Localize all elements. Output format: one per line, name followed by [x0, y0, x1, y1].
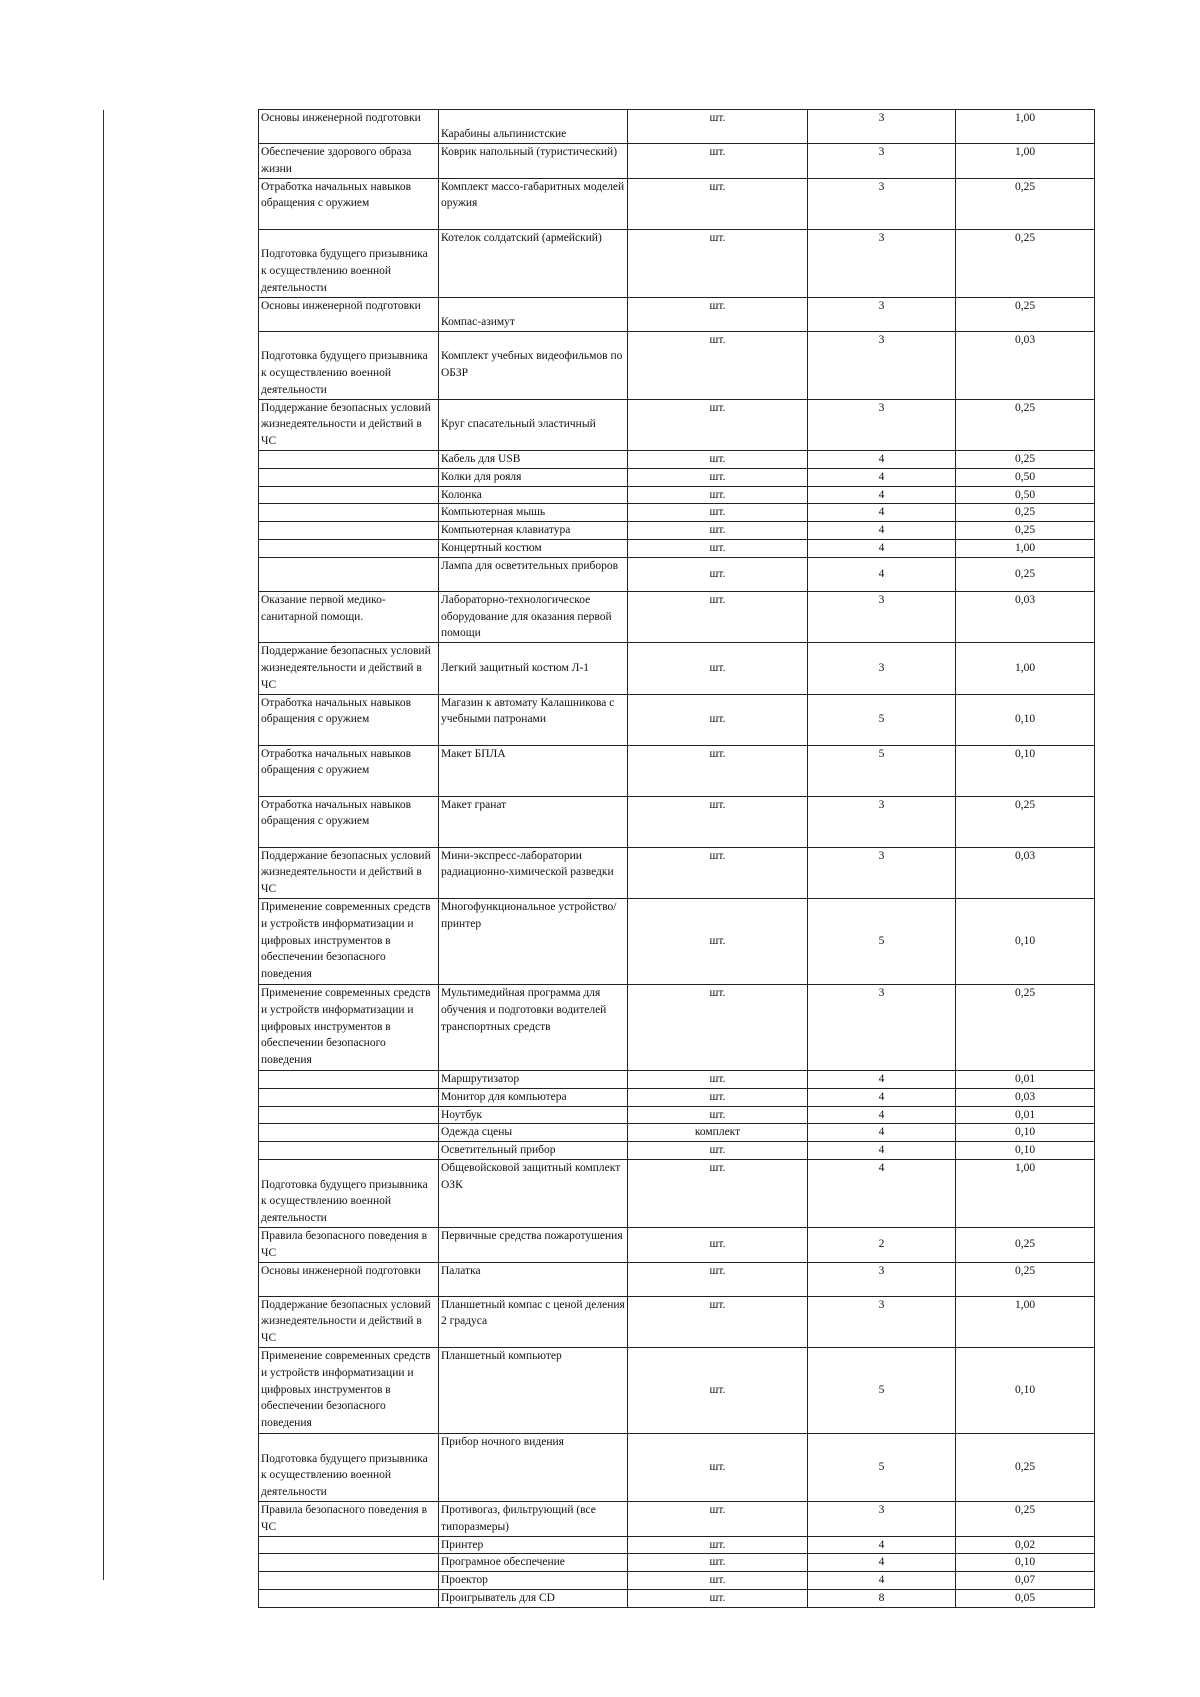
item-name-cell: Компас-азимут	[439, 297, 628, 331]
unit-cell: шт.	[628, 450, 808, 468]
unit-cell: шт.	[628, 1347, 808, 1433]
table-row	[259, 486, 1095, 504]
level-cell: 3	[808, 144, 956, 179]
table-row	[259, 1070, 1095, 1088]
item-name-cell: Концертный костюм	[439, 539, 628, 557]
level-cell: 5	[808, 1433, 956, 1501]
table-row	[259, 557, 1095, 591]
coefficient-cell: 0,01	[956, 1106, 1095, 1124]
coefficient-cell: 0,50	[956, 468, 1095, 486]
coefficient-cell: 0,07	[956, 1572, 1095, 1590]
coefficient-cell: 0,25	[956, 229, 1095, 297]
level-cell: 8	[808, 1589, 956, 1607]
coefficient-cell: 0,03	[956, 591, 1095, 642]
level-cell: 3	[808, 331, 956, 399]
module-cell	[259, 504, 439, 522]
module-cell: Отработка начальных навыков обращения с оружием	[259, 178, 439, 229]
module-cell	[259, 557, 439, 591]
item-name-cell: Комплект массо-габаритных моделей оружия	[439, 178, 628, 229]
table-row	[259, 1501, 1095, 1536]
unit-cell: шт.	[628, 1106, 808, 1124]
table-row	[259, 229, 1095, 297]
level-cell: 4	[808, 1572, 956, 1590]
level-cell: 4	[808, 486, 956, 504]
module-cell: Подготовка будущего призывника к осуществлению военной деятельности	[259, 1159, 439, 1227]
module-cell	[259, 1554, 439, 1572]
coefficient-cell: 1,00	[956, 643, 1095, 694]
item-name-cell: Палатка	[439, 1262, 628, 1296]
module-cell	[259, 1142, 439, 1160]
item-name-cell: Прибор ночного видения	[439, 1433, 628, 1501]
level-cell: 5	[808, 898, 956, 984]
coefficient-cell: 0,50	[956, 486, 1095, 504]
unit-cell: шт.	[628, 591, 808, 642]
equipment-table	[258, 109, 1095, 1608]
level-cell: 3	[808, 1262, 956, 1296]
coefficient-cell: 0,10	[956, 898, 1095, 984]
level-cell: 3	[808, 229, 956, 297]
level-cell: 3	[808, 297, 956, 331]
unit-cell: шт.	[628, 1433, 808, 1501]
module-cell: Отработка начальных навыков обращения с оружием	[259, 745, 439, 796]
coefficient-cell: 0,01	[956, 1070, 1095, 1088]
table-row	[259, 178, 1095, 229]
item-name-cell: Первичные средства пожаротушения	[439, 1227, 628, 1262]
module-cell: Подготовка будущего призывника к осуществлению военной деятельности	[259, 331, 439, 399]
coefficient-cell: 0,02	[956, 1536, 1095, 1554]
unit-cell: шт.	[628, 984, 808, 1070]
module-cell: Оказание первой медико-санитарной помощи.	[259, 591, 439, 642]
coefficient-cell: 0,25	[956, 504, 1095, 522]
item-name-cell: Ноутбук	[439, 1106, 628, 1124]
level-cell: 3	[808, 1501, 956, 1536]
unit-cell: шт.	[628, 1536, 808, 1554]
item-name-cell: Комплект учебных видеофильмов по ОБЗР	[439, 331, 628, 399]
unit-cell: шт.	[628, 557, 808, 591]
module-cell: Подготовка будущего призывника к осуществлению военной деятельности	[259, 1433, 439, 1501]
table-row	[259, 110, 1095, 144]
unit-cell: шт.	[628, 178, 808, 229]
unit-cell: шт.	[628, 539, 808, 557]
item-name-cell: Компьютерная клавиатура	[439, 522, 628, 540]
table-row	[259, 694, 1095, 745]
coefficient-cell: 0,25	[956, 178, 1095, 229]
coefficient-cell: 0,25	[956, 796, 1095, 847]
coefficient-cell: 1,00	[956, 1159, 1095, 1227]
coefficient-cell: 0,25	[956, 1227, 1095, 1262]
table-row	[259, 297, 1095, 331]
level-cell: 4	[808, 557, 956, 591]
unit-cell: шт.	[628, 1501, 808, 1536]
module-cell: Правила безопасного поведения в ЧС	[259, 1501, 439, 1536]
module-cell: Применение современных средств и устройств информатизации и цифровых инструментов в обеспечении безопасного поведения	[259, 1347, 439, 1433]
level-cell: 5	[808, 694, 956, 745]
table-row	[259, 1572, 1095, 1590]
item-name-cell: Противогаз, фильтрующий (все типоразмеры)	[439, 1501, 628, 1536]
item-name-cell: Макет гранат	[439, 796, 628, 847]
module-cell: Обеспечение здорового образа жизни	[259, 144, 439, 179]
level-cell: 3	[808, 399, 956, 450]
coefficient-cell: 0,10	[956, 1347, 1095, 1433]
coefficient-cell: 0,25	[956, 1262, 1095, 1296]
module-cell: Применение современных средств и устройств информатизации и цифровых инструментов в обеспечении безопасного поведения	[259, 898, 439, 984]
module-cell	[259, 1572, 439, 1590]
unit-cell: шт.	[628, 1227, 808, 1262]
module-cell: Отработка начальных навыков обращения с оружием	[259, 796, 439, 847]
table-row	[259, 144, 1095, 179]
table-row	[259, 984, 1095, 1070]
item-name-cell: Макет БПЛА	[439, 745, 628, 796]
item-name-cell: Лабораторно-технологическое оборудование для оказания первой помощи	[439, 591, 628, 642]
coefficient-cell: 0,10	[956, 694, 1095, 745]
module-cell: Отработка начальных навыков обращения с оружием	[259, 694, 439, 745]
module-cell	[259, 1070, 439, 1088]
module-cell: Поддержание безопасных условий жизнедеятельности и действий в ЧС	[259, 847, 439, 898]
unit-cell: шт.	[628, 745, 808, 796]
unit-cell: шт.	[628, 504, 808, 522]
level-cell: 3	[808, 591, 956, 642]
table-row	[259, 1589, 1095, 1607]
level-cell: 4	[808, 1106, 956, 1124]
coefficient-cell: 0,03	[956, 1088, 1095, 1106]
table-row	[259, 1262, 1095, 1296]
module-cell	[259, 522, 439, 540]
item-name-cell: Круг спасательный эластичный	[439, 399, 628, 450]
unit-cell: шт.	[628, 399, 808, 450]
unit-cell: шт.	[628, 522, 808, 540]
item-name-cell: Планшетный компас с ценой деления 2 градуса	[439, 1296, 628, 1347]
level-cell: 4	[808, 1124, 956, 1142]
table-row	[259, 539, 1095, 557]
level-cell: 3	[808, 178, 956, 229]
item-name-cell: Принтер	[439, 1536, 628, 1554]
coefficient-cell: 0,25	[956, 557, 1095, 591]
level-cell: 4	[808, 468, 956, 486]
unit-cell: шт.	[628, 1088, 808, 1106]
item-name-cell: Мини-экспресс-лаборатории радиационно-химической разведки	[439, 847, 628, 898]
level-cell: 4	[808, 1536, 956, 1554]
table-row	[259, 1124, 1095, 1142]
module-cell	[259, 468, 439, 486]
page-margin-line	[103, 110, 104, 1580]
item-name-cell: Маршрутизатор	[439, 1070, 628, 1088]
item-name-cell: Коврик напольный (туристический)	[439, 144, 628, 179]
unit-cell: шт.	[628, 468, 808, 486]
table-row	[259, 468, 1095, 486]
item-name-cell: Програмное обеспечение	[439, 1554, 628, 1572]
coefficient-cell: 1,00	[956, 144, 1095, 179]
unit-cell: шт.	[628, 694, 808, 745]
table-row	[259, 1142, 1095, 1160]
table-row	[259, 1536, 1095, 1554]
item-name-cell: Мультимедийная программа для обучения и подготовки водителей транспортных средств	[439, 984, 628, 1070]
table-row	[259, 1227, 1095, 1262]
coefficient-cell: 0,25	[956, 1433, 1095, 1501]
level-cell: 5	[808, 745, 956, 796]
level-cell: 3	[808, 847, 956, 898]
module-cell	[259, 1536, 439, 1554]
level-cell: 4	[808, 504, 956, 522]
unit-cell: шт.	[628, 1589, 808, 1607]
coefficient-cell: 0,10	[956, 1124, 1095, 1142]
table-row	[259, 504, 1095, 522]
level-cell: 3	[808, 643, 956, 694]
level-cell: 4	[808, 1159, 956, 1227]
module-cell	[259, 450, 439, 468]
table-row	[259, 450, 1095, 468]
table-row	[259, 1433, 1095, 1501]
item-name-cell: Проигрыватель для CD	[439, 1589, 628, 1607]
unit-cell: шт.	[628, 110, 808, 144]
level-cell: 4	[808, 1070, 956, 1088]
level-cell: 4	[808, 1142, 956, 1160]
level-cell: 3	[808, 796, 956, 847]
unit-cell: шт.	[628, 1142, 808, 1160]
table-row	[259, 1296, 1095, 1347]
item-name-cell: Планшетный компьютер	[439, 1347, 628, 1433]
module-cell	[259, 486, 439, 504]
item-name-cell: Легкий защитный костюм Л-1	[439, 643, 628, 694]
module-cell: Основы инженерной подготовки	[259, 110, 439, 144]
unit-cell: шт.	[628, 331, 808, 399]
level-cell: 5	[808, 1347, 956, 1433]
unit-cell: шт.	[628, 796, 808, 847]
coefficient-cell: 0,10	[956, 1142, 1095, 1160]
module-cell: Поддержание безопасных условий жизнедеятельности и действий в ЧС	[259, 643, 439, 694]
unit-cell: шт.	[628, 1554, 808, 1572]
equipment-table-body	[259, 110, 1095, 1608]
coefficient-cell: 0,10	[956, 1554, 1095, 1572]
unit-cell: шт.	[628, 1572, 808, 1590]
unit-cell: шт.	[628, 1159, 808, 1227]
module-cell: Основы инженерной подготовки	[259, 1262, 439, 1296]
item-name-cell: Колки для рояля	[439, 468, 628, 486]
unit-cell: шт.	[628, 1262, 808, 1296]
module-cell	[259, 1124, 439, 1142]
coefficient-cell: 0,05	[956, 1589, 1095, 1607]
level-cell: 3	[808, 1296, 956, 1347]
item-name-cell: Кабель для USB	[439, 450, 628, 468]
unit-cell: шт.	[628, 898, 808, 984]
item-name-cell: Колонка	[439, 486, 628, 504]
level-cell: 2	[808, 1227, 956, 1262]
unit-cell: шт.	[628, 486, 808, 504]
coefficient-cell: 0,03	[956, 331, 1095, 399]
coefficient-cell: 0,25	[956, 984, 1095, 1070]
table-row	[259, 796, 1095, 847]
unit-cell: комплект	[628, 1124, 808, 1142]
module-cell	[259, 539, 439, 557]
coefficient-cell: 0,25	[956, 399, 1095, 450]
table-row	[259, 898, 1095, 984]
coefficient-cell: 0,03	[956, 847, 1095, 898]
table-row	[259, 522, 1095, 540]
coefficient-cell: 1,00	[956, 1296, 1095, 1347]
module-cell: Основы инженерной подготовки	[259, 297, 439, 331]
level-cell: 4	[808, 450, 956, 468]
table-row	[259, 1347, 1095, 1433]
table-row	[259, 847, 1095, 898]
unit-cell: шт.	[628, 297, 808, 331]
unit-cell: шт.	[628, 643, 808, 694]
module-cell	[259, 1106, 439, 1124]
level-cell: 4	[808, 1554, 956, 1572]
level-cell: 3	[808, 110, 956, 144]
unit-cell: шт.	[628, 229, 808, 297]
unit-cell: шт.	[628, 1070, 808, 1088]
item-name-cell: Карабины альпинистские	[439, 110, 628, 144]
table-row	[259, 591, 1095, 642]
table-row	[259, 399, 1095, 450]
unit-cell: шт.	[628, 144, 808, 179]
coefficient-cell: 1,00	[956, 539, 1095, 557]
module-cell: Применение современных средств и устройств информатизации и цифровых инструментов в обеспечении безопасного поведения	[259, 984, 439, 1070]
table-row	[259, 745, 1095, 796]
unit-cell: шт.	[628, 1296, 808, 1347]
table-row	[259, 331, 1095, 399]
module-cell: Правила безопасного поведения в ЧС	[259, 1227, 439, 1262]
item-name-cell: Многофункциональное устройство/принтер	[439, 898, 628, 984]
coefficient-cell: 0,25	[956, 297, 1095, 331]
module-cell: Поддержание безопасных условий жизнедеятельности и действий в ЧС	[259, 399, 439, 450]
table-row	[259, 1159, 1095, 1227]
item-name-cell: Осветительный прибор	[439, 1142, 628, 1160]
level-cell: 3	[808, 984, 956, 1070]
coefficient-cell: 0,25	[956, 1501, 1095, 1536]
module-cell	[259, 1589, 439, 1607]
table-row	[259, 1106, 1095, 1124]
item-name-cell: Компьютерная мышь	[439, 504, 628, 522]
item-name-cell: Проектор	[439, 1572, 628, 1590]
module-cell: Поддержание безопасных условий жизнедеятельности и действий в ЧС	[259, 1296, 439, 1347]
level-cell: 4	[808, 539, 956, 557]
coefficient-cell: 1,00	[956, 110, 1095, 144]
module-cell: Подготовка будущего призывника к осуществлению военной деятельности	[259, 229, 439, 297]
item-name-cell: Лампа для осветительных приборов	[439, 557, 628, 591]
level-cell: 4	[808, 1088, 956, 1106]
item-name-cell: Общевойсковой защитный комплект ОЗК	[439, 1159, 628, 1227]
table-row	[259, 1088, 1095, 1106]
table-row	[259, 643, 1095, 694]
item-name-cell: Магазин к автомату Калашникова с учебными патронами	[439, 694, 628, 745]
coefficient-cell: 0,25	[956, 450, 1095, 468]
unit-cell: шт.	[628, 847, 808, 898]
level-cell: 4	[808, 522, 956, 540]
coefficient-cell: 0,10	[956, 745, 1095, 796]
coefficient-cell: 0,25	[956, 522, 1095, 540]
item-name-cell: Монитор для компьютера	[439, 1088, 628, 1106]
item-name-cell: Одежда сцены	[439, 1124, 628, 1142]
table-row	[259, 1554, 1095, 1572]
item-name-cell: Котелок солдатский (армейский)	[439, 229, 628, 297]
module-cell	[259, 1088, 439, 1106]
